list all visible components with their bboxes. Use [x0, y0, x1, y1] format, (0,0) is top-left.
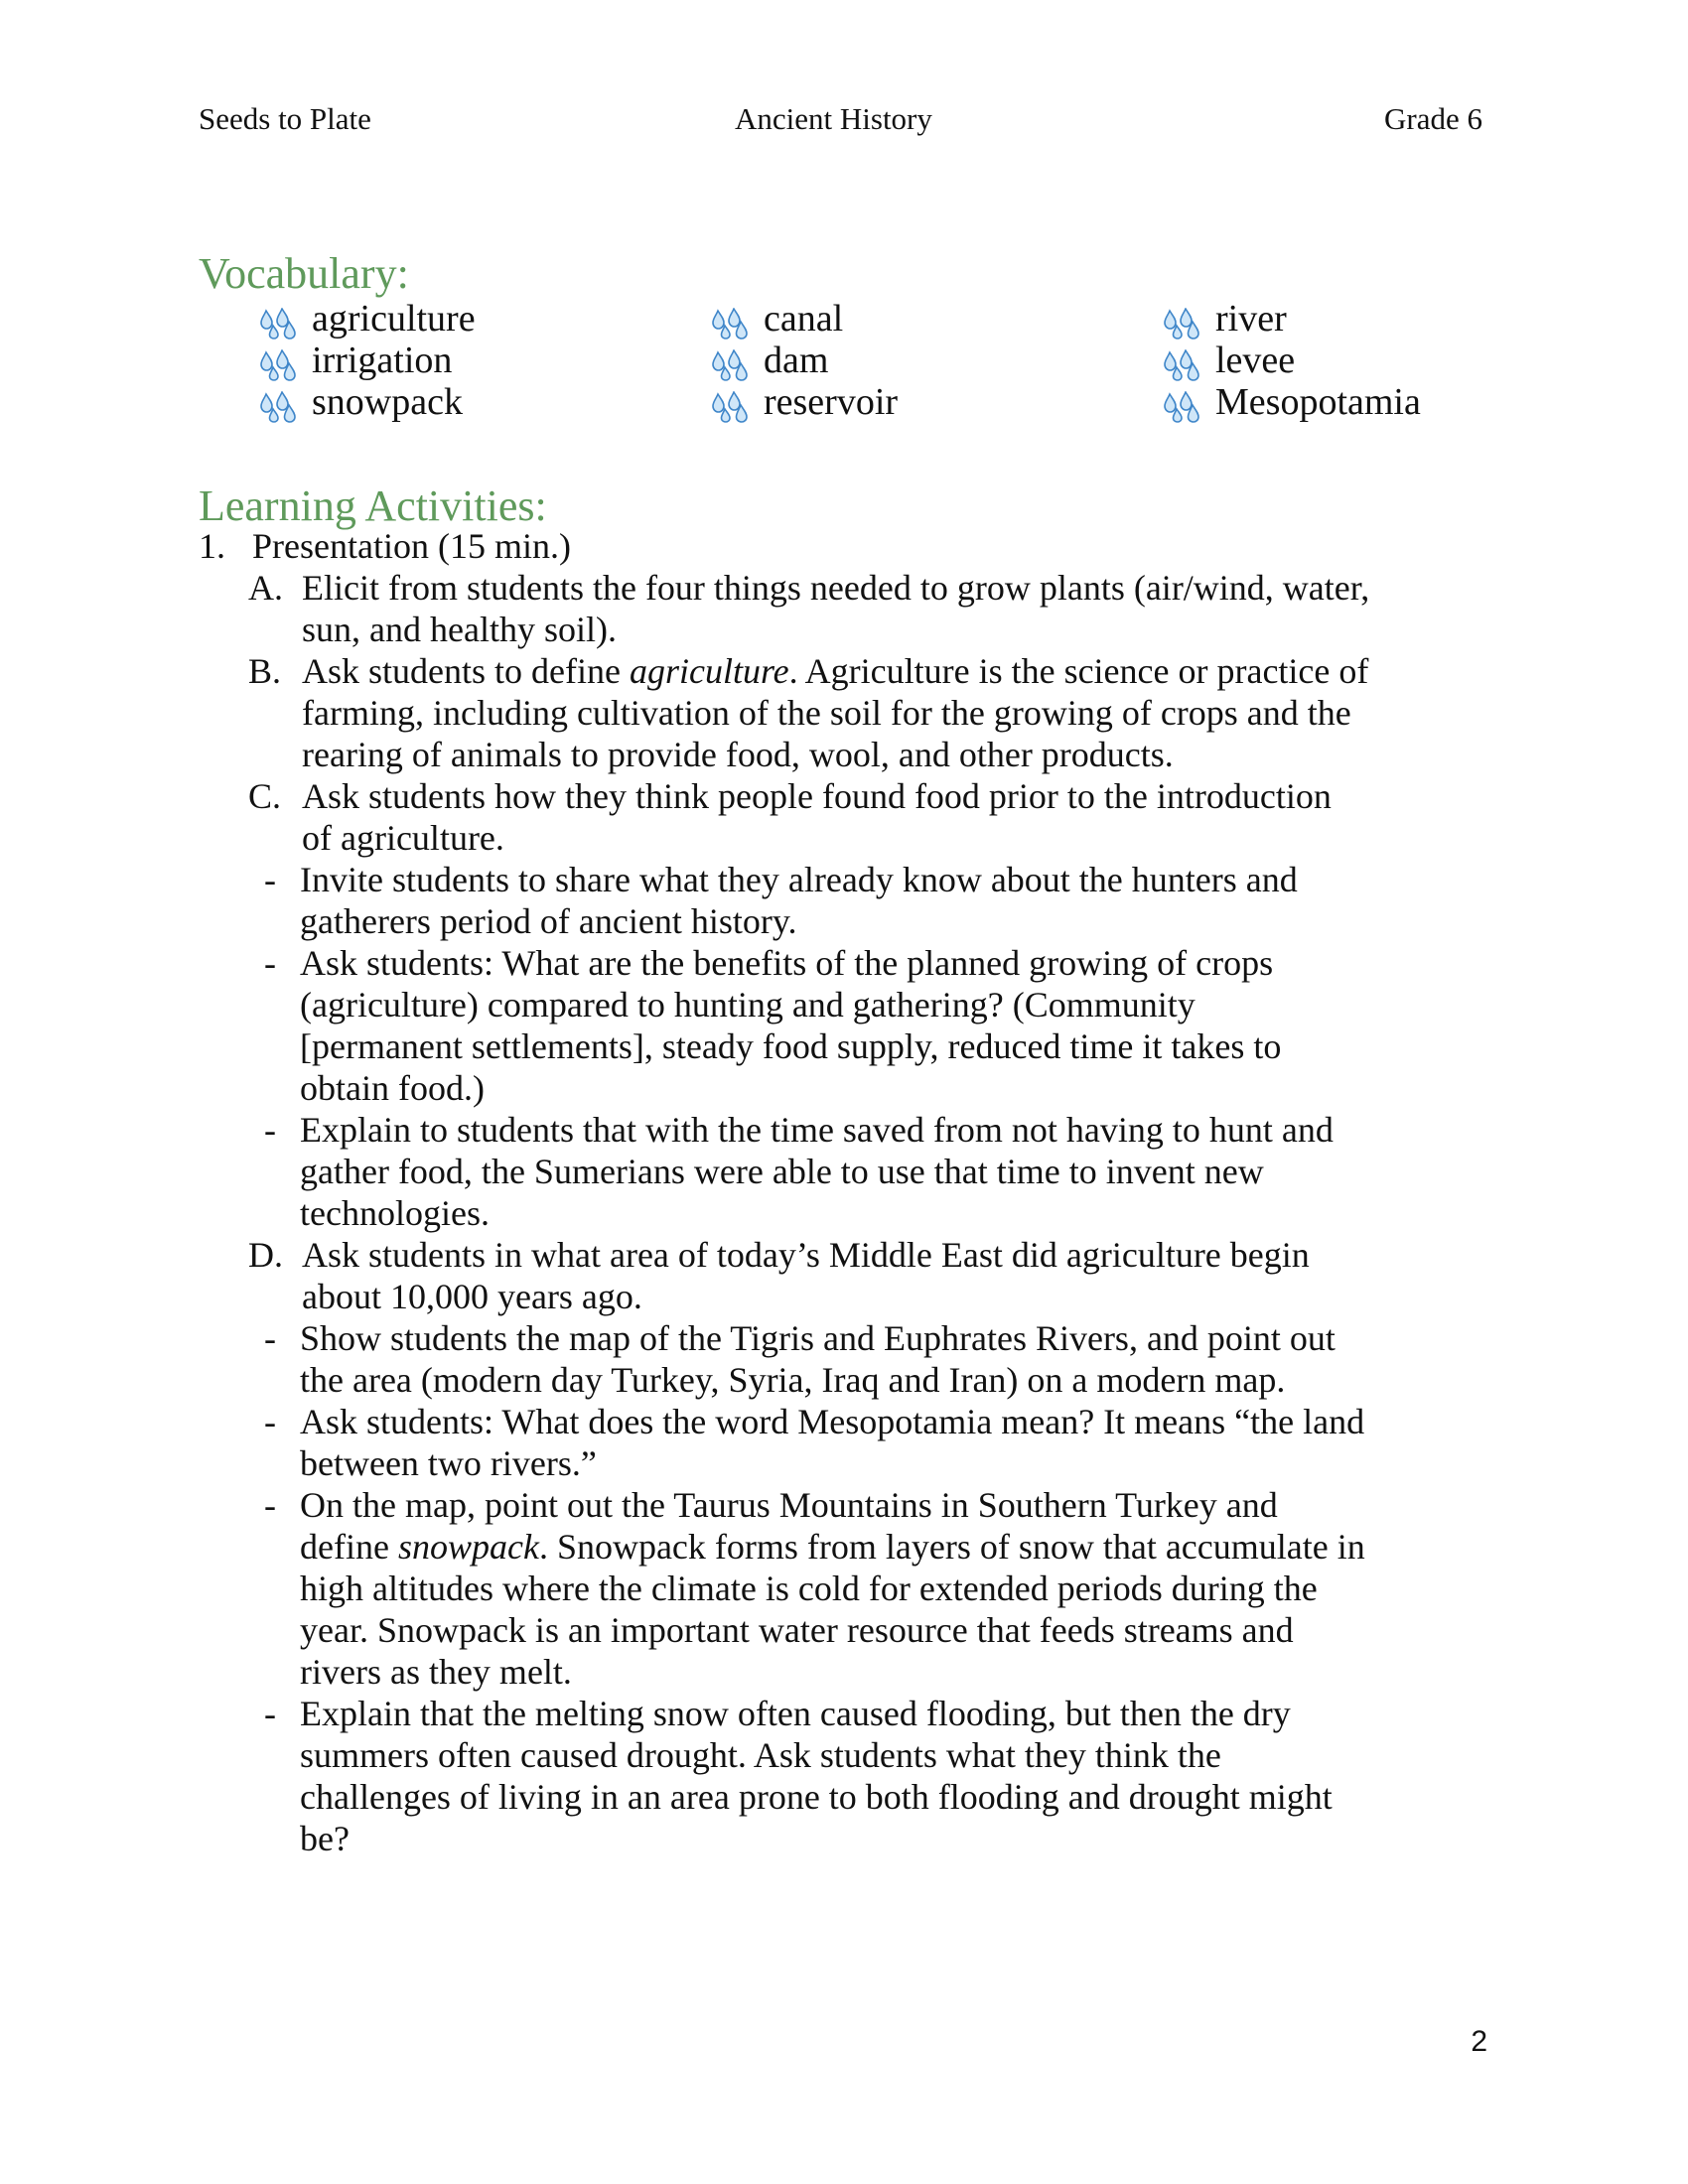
text-line: high altitudes where the climate is cold for extended periods during the	[300, 1569, 1318, 1608]
water-drops-icon	[1164, 349, 1201, 381]
text-line: about 10,000 years ago.	[302, 1277, 642, 1316]
text-line: [permanent settlements], steady food supply, reduced time it takes to	[300, 1026, 1282, 1066]
bullet-dash: -	[264, 1485, 276, 1525]
list-number: 1.	[199, 526, 225, 566]
bullet-dash: -	[264, 1110, 276, 1150]
text-line: Ask students how they think people found food prior to the introduction	[302, 776, 1332, 816]
text-line: Invite students to share what they already know about the hunters and	[300, 860, 1298, 899]
vocabulary-title: Vocabulary:	[199, 249, 409, 298]
item-heading: Presentation (15 min.)	[252, 526, 571, 566]
text-line: Ask students in what area of today’s Middle East did agriculture begin	[302, 1235, 1310, 1275]
text-line: On the map, point out the Taurus Mountains in Southern Turkey and	[300, 1485, 1278, 1525]
text-line: sun, and healthy soil).	[302, 610, 617, 649]
water-drops-icon	[260, 308, 298, 340]
page-number: 2	[1471, 2025, 1487, 2058]
text-line: gatherers period of ancient history.	[300, 901, 797, 941]
vocabulary-column-3	[1164, 298, 1421, 423]
list-letter: B.	[248, 651, 282, 691]
list-letter: C.	[248, 776, 282, 816]
water-drops-icon	[1164, 308, 1201, 340]
term-agriculture: agriculture	[629, 651, 789, 691]
text-line: of agriculture.	[302, 818, 504, 858]
text-line: Ask students: What are the benefits of the planned growing of crops	[300, 943, 1274, 983]
water-drops-icon	[712, 349, 750, 381]
bullet-dash: -	[264, 1318, 276, 1358]
vocab-item: Mesopotamia	[1164, 381, 1421, 423]
list-letter: D.	[248, 1235, 283, 1275]
text-line: between two rivers.”	[300, 1443, 597, 1483]
header-right: Grade 6	[1384, 101, 1482, 136]
header-left: Seeds to Plate	[199, 101, 371, 136]
text-line: Ask students to define agriculture. Agriculture is the science or practice of	[302, 651, 1369, 691]
text-line: obtain food.)	[300, 1068, 485, 1108]
vocab-item: irrigation	[260, 340, 476, 381]
water-drops-icon	[260, 391, 298, 423]
vocab-item: reservoir	[712, 381, 898, 423]
water-drops-icon	[712, 391, 750, 423]
water-drops-icon	[712, 308, 750, 340]
vocab-item: agriculture	[260, 298, 476, 340]
text-line: Explain that the melting snow often caused flooding, but then the dry	[300, 1694, 1291, 1733]
text-line: technologies.	[300, 1193, 490, 1233]
list-letter: A.	[248, 568, 283, 608]
bullet-dash: -	[264, 1402, 276, 1441]
text-line: define snowpack. Snowpack forms from layers of snow that accumulate in	[300, 1527, 1365, 1567]
vocab-item: river	[1164, 298, 1421, 340]
text-line: gather food, the Sumerians were able to use that time to invent new	[300, 1152, 1264, 1191]
text-line: Explain to students that with the time saved from not having to hunt and	[300, 1110, 1334, 1150]
text-line: Elicit from students the four things needed to grow plants (air/wind, water,	[302, 568, 1370, 608]
text-line: Show students the map of the Tigris and Euphrates Rivers, and point out	[300, 1318, 1336, 1358]
text-line: farming, including cultivation of the soil for the growing of crops and the	[302, 693, 1351, 733]
text-line: summers often caused drought. Ask students what they think the	[300, 1735, 1221, 1775]
text-line: challenges of living in an area prone to both flooding and drought might	[300, 1777, 1333, 1817]
vocab-item: canal	[712, 298, 898, 340]
term-snowpack: snowpack	[397, 1527, 539, 1567]
vocab-item: levee	[1164, 340, 1421, 381]
text-line: rivers as they melt.	[300, 1652, 572, 1692]
text-line: (agriculture) compared to hunting and gathering? (Community	[300, 985, 1196, 1024]
header-center: Ancient History	[735, 101, 932, 136]
bullet-dash: -	[264, 1694, 276, 1733]
bullet-dash: -	[264, 943, 276, 983]
water-drops-icon	[1164, 391, 1201, 423]
text-line: be?	[300, 1819, 350, 1858]
vocab-item: snowpack	[260, 381, 476, 423]
text-line: rearing of animals to provide food, wool, and other products.	[302, 735, 1174, 774]
vocab-item: dam	[712, 340, 898, 381]
text-line: Ask students: What does the word Mesopotamia mean? It means “the land	[300, 1402, 1365, 1441]
bullet-dash: -	[264, 860, 276, 899]
vocabulary-column-2	[712, 298, 898, 423]
learning-activities-title: Learning Activities:	[199, 481, 547, 530]
water-drops-icon	[260, 349, 298, 381]
text-line: year. Snowpack is an important water resource that feeds streams and	[300, 1610, 1294, 1650]
vocabulary-column-1	[260, 298, 476, 423]
text-line: the area (modern day Turkey, Syria, Iraq and Iran) on a modern map.	[300, 1360, 1286, 1400]
